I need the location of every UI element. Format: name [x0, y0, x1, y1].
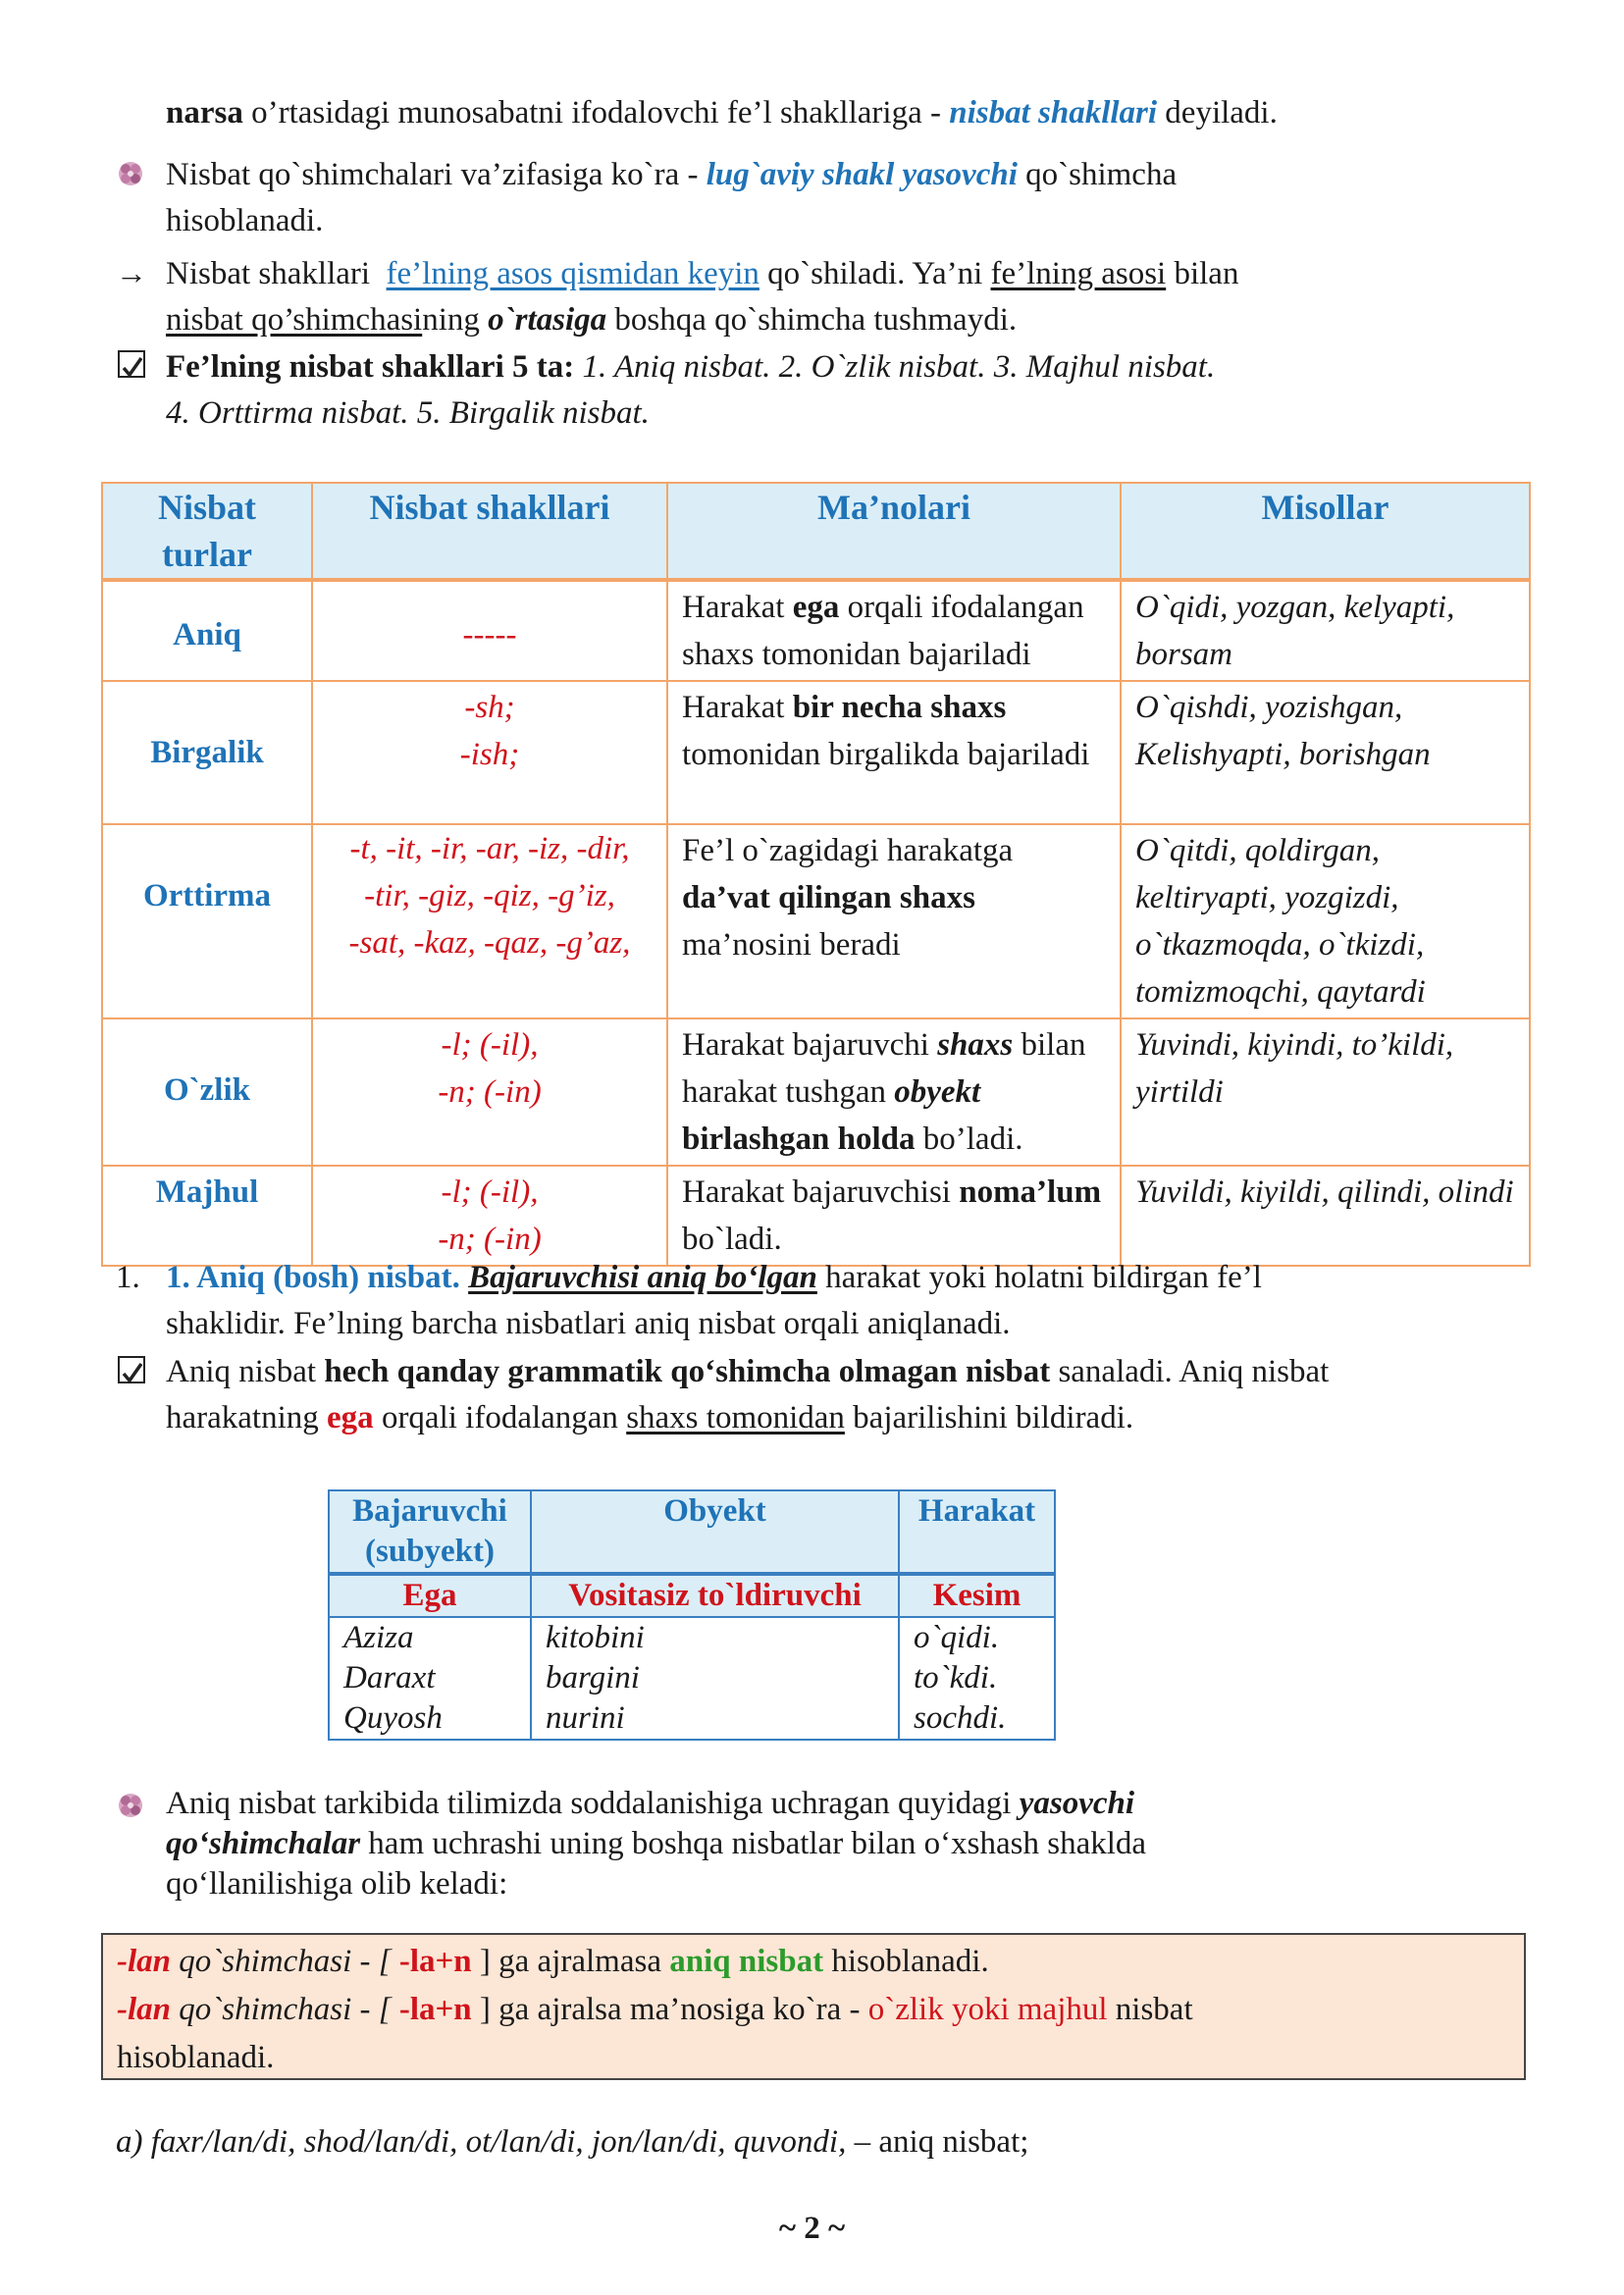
subheader-vositasiz: Vositasiz to`ldiruvchi [531, 1574, 899, 1617]
bullet-1-line2: hisoblanadi. [166, 203, 324, 238]
row-meaning: Harakat bir necha shaxs tomonidan birgalikda bajariladi [667, 681, 1121, 824]
row-suffix: -l; (-il), -n; (-in) [312, 1166, 667, 1266]
header-nisbat-turlar: Nisbat turlar [102, 483, 312, 580]
row-examples: O`qishdi, yozishgan, Kelishyapti, borishgan [1121, 681, 1530, 824]
example-table [328, 1489, 1056, 1741]
bullet-4-l2b: orqali ifodalangan [373, 1400, 627, 1435]
table-row [102, 824, 1530, 1018]
bullet-5-pre: Aniq nisbat tarkibida tilimizda soddalanishiga uchragan quyidagi [166, 1786, 1020, 1821]
row-meaning: Fe’l o`zagidagi harakatga da’vat qilingan shaxs ma’nosini beradi [667, 824, 1121, 1018]
row-suffix: -l; (-il), -n; (-in) [312, 1018, 667, 1166]
section-number: 1. [116, 1260, 140, 1295]
bullet-2-mid: qo`shiladi. Ya’ni [759, 256, 991, 291]
flower-icon [116, 159, 145, 188]
bullet-2-l2a: ning [422, 302, 489, 338]
header-manolari: Ma’nolari [667, 483, 1121, 580]
bullet-2-bold: o`rtasiga [488, 302, 607, 338]
col-kesim: o`qidi. to`kdi. sochdi. [899, 1617, 1055, 1740]
header-bajaruvchi: Bajaruvchi (subyekt) [329, 1490, 531, 1574]
examples-rest: – aniq nisbat; [846, 2124, 1029, 2160]
section-aniq [166, 1255, 1262, 1347]
nisbat-table [101, 482, 1531, 1267]
row-meaning: Harakat bajaruvchi shaxs bilan harakat tushgan obyekt birlashgan holda bo’ladi. [667, 1018, 1121, 1166]
row-name: Birgalik [102, 681, 312, 824]
intro-bold: narsa [166, 95, 243, 130]
row-meaning: Harakat ega orqali ifodalangan shaxs tomonidan bajariladi [667, 580, 1121, 681]
bullet-4-pre: Aniq nisbat [166, 1354, 325, 1389]
table-row [102, 1018, 1530, 1166]
term-nisbat-shakllari: nisbat shakllari [949, 95, 1158, 130]
bullet-1-post: qo`shimcha [1017, 157, 1178, 192]
bullet-2-underlined-2: nisbat qo’shimchasi [166, 302, 423, 338]
subheader-ega: Ega [329, 1574, 531, 1617]
table-row [102, 580, 1530, 681]
bullet-2-text: Nisbat shakllari [166, 256, 379, 291]
term-lugaviy: lug`aviy shakl yasovchi [706, 157, 1018, 192]
bullet-4-l2c: bajarilishini bildiradi. [844, 1400, 1134, 1435]
example-table-subheader [329, 1574, 1055, 1617]
bullet-3 [166, 344, 1215, 437]
example-table-header [329, 1490, 1055, 1574]
header-misollar: Misollar [1121, 483, 1530, 580]
asos-link[interactable]: fe’lning asos qismidan keyin [386, 256, 760, 291]
bullet-4-post: sanaladi. Aniq nisbat [1050, 1354, 1330, 1389]
bullet-2-underlined: fe’lning asosi [990, 256, 1167, 291]
box-line-2: -lan qo`shimchasi - [ -la+n ] ga ajralsa ma’nosiga ko`ra - o`zlik yoki majhul nisbat [117, 1992, 1193, 2027]
row-name: Orttirma [102, 824, 312, 1018]
bullet-1 [166, 152, 1177, 244]
bullet-4-bold: hech qanday grammatik qo‘shimcha olmagan nisbat [324, 1354, 1051, 1389]
row-meaning: Harakat bajaruvchisi noma’lum bo`ladi. [667, 1166, 1121, 1266]
bullet-3-bold: Fe’lning nisbat shakllari 5 ta: [166, 349, 575, 385]
section-line2: shaklidir. Fe’lning barcha nisbatlari aniq nisbat orqali aniqlanadi. [166, 1306, 1011, 1341]
bullet-5-bold: yasovchi [1019, 1786, 1135, 1821]
box-line-3: hisoblanadi. [117, 2040, 275, 2075]
bullet-4-l2a: harakatning [166, 1400, 328, 1435]
bullet-4 [166, 1349, 1329, 1441]
examples-italic: a) faxr/lan/di, shod/lan/di, ot/lan/di, jon/lan/di, quvondi, [116, 2124, 847, 2160]
bullet-4-underlined: shaxs tomonidan [626, 1400, 845, 1435]
bullet-2-l2c: boshqa qo`shimcha tushmaydi. [606, 302, 1018, 338]
header-nisbat-shakllari: Nisbat shakllari [312, 483, 667, 580]
row-suffix: -sh; -ish; [312, 681, 667, 824]
row-name: Aniq [102, 580, 312, 681]
table-row [102, 681, 1530, 824]
bullet-3-items1: 1. Aniq nisbat. 2. O`zlik nisbat. 3. Majhul nisbat. [574, 349, 1216, 385]
row-suffix: -t, -it, -ir, -ar, -iz, -dir, -tir, -giz, -qiz, -g’iz, -sat, -kaz, -qaz, -g’az, [312, 824, 667, 1018]
bullet-5-rest: ham uchrashi uning boshqa nisbatlar bilan o‘xshash shaklda [360, 1826, 1147, 1861]
row-examples: Yuvindi, kiyindi, to’kildi, yirtildi [1121, 1018, 1530, 1166]
table-row [329, 1617, 1055, 1740]
section-rest: harakat yoki holatni bildirgan fe’l [816, 1260, 1262, 1295]
row-examples: O`qitdi, qoldirgan, keltiryapti, yozgizdi, o`tkazmoqda, o`tkizdi, tomizmoqchi, qaytardi [1121, 824, 1530, 1018]
flower-icon [116, 1791, 145, 1820]
row-examples: Yuvildi, kiyildi, qilindi, olindi [1121, 1166, 1530, 1266]
row-examples: O`qidi, yozgan, kelyapti, borsam [1121, 580, 1530, 681]
table-row [102, 1166, 1530, 1266]
bullet-5-line3: qo‘llanilishiga olib keladi: [166, 1866, 508, 1902]
bullet-2 [166, 251, 1238, 343]
col-ega: Aziza Daraxt Quyosh [329, 1617, 531, 1740]
checkbox-icon [118, 1356, 145, 1383]
page-number: ~ 2 ~ [778, 2211, 846, 2246]
checkbox-icon [118, 350, 145, 378]
section-definition: Bajaruvchisi aniq bo‘lgan [468, 1260, 817, 1295]
box-line-1: -lan qo`shimchasi - [ -la+n ] ga ajralmasa aniq nisbat hisoblanadi. [117, 1944, 989, 1979]
row-name: Majhul [102, 1166, 312, 1266]
arrow-icon: → [116, 255, 147, 290]
bullet-4-ega: ega [327, 1400, 374, 1435]
nisbat-table-header [102, 483, 1530, 580]
intro-line [166, 90, 1278, 136]
intro-end: deyiladi. [1157, 95, 1278, 130]
bullet-5-bold-2: qo‘shimchalar [166, 1826, 361, 1861]
subheader-kesim: Kesim [899, 1574, 1055, 1617]
bullet-2-end: bilan [1166, 256, 1239, 291]
examples-line [116, 2119, 1028, 2165]
bullet-1-text: Nisbat qo`shimchalari va’zifasiga ko`ra - [166, 157, 707, 192]
col-obyekt: kitobini bargini nurini [531, 1617, 899, 1740]
lan-rule-box [101, 1933, 1526, 2080]
row-name: O`zlik [102, 1018, 312, 1166]
header-obyekt: Obyekt [531, 1490, 899, 1574]
intro-text: o’rtasidagi munosabatni ifodalovchi fe’l shakllariga - [242, 95, 950, 130]
bullet-3-items2: 4. Orttirma nisbat. 5. Birgalik nisbat. [166, 395, 650, 431]
section-title: 1. Aniq (bosh) nisbat. [166, 1260, 460, 1295]
bullet-5 [166, 1784, 1146, 1904]
header-harakat: Harakat [899, 1490, 1055, 1574]
row-suffix: ----- [312, 580, 667, 681]
